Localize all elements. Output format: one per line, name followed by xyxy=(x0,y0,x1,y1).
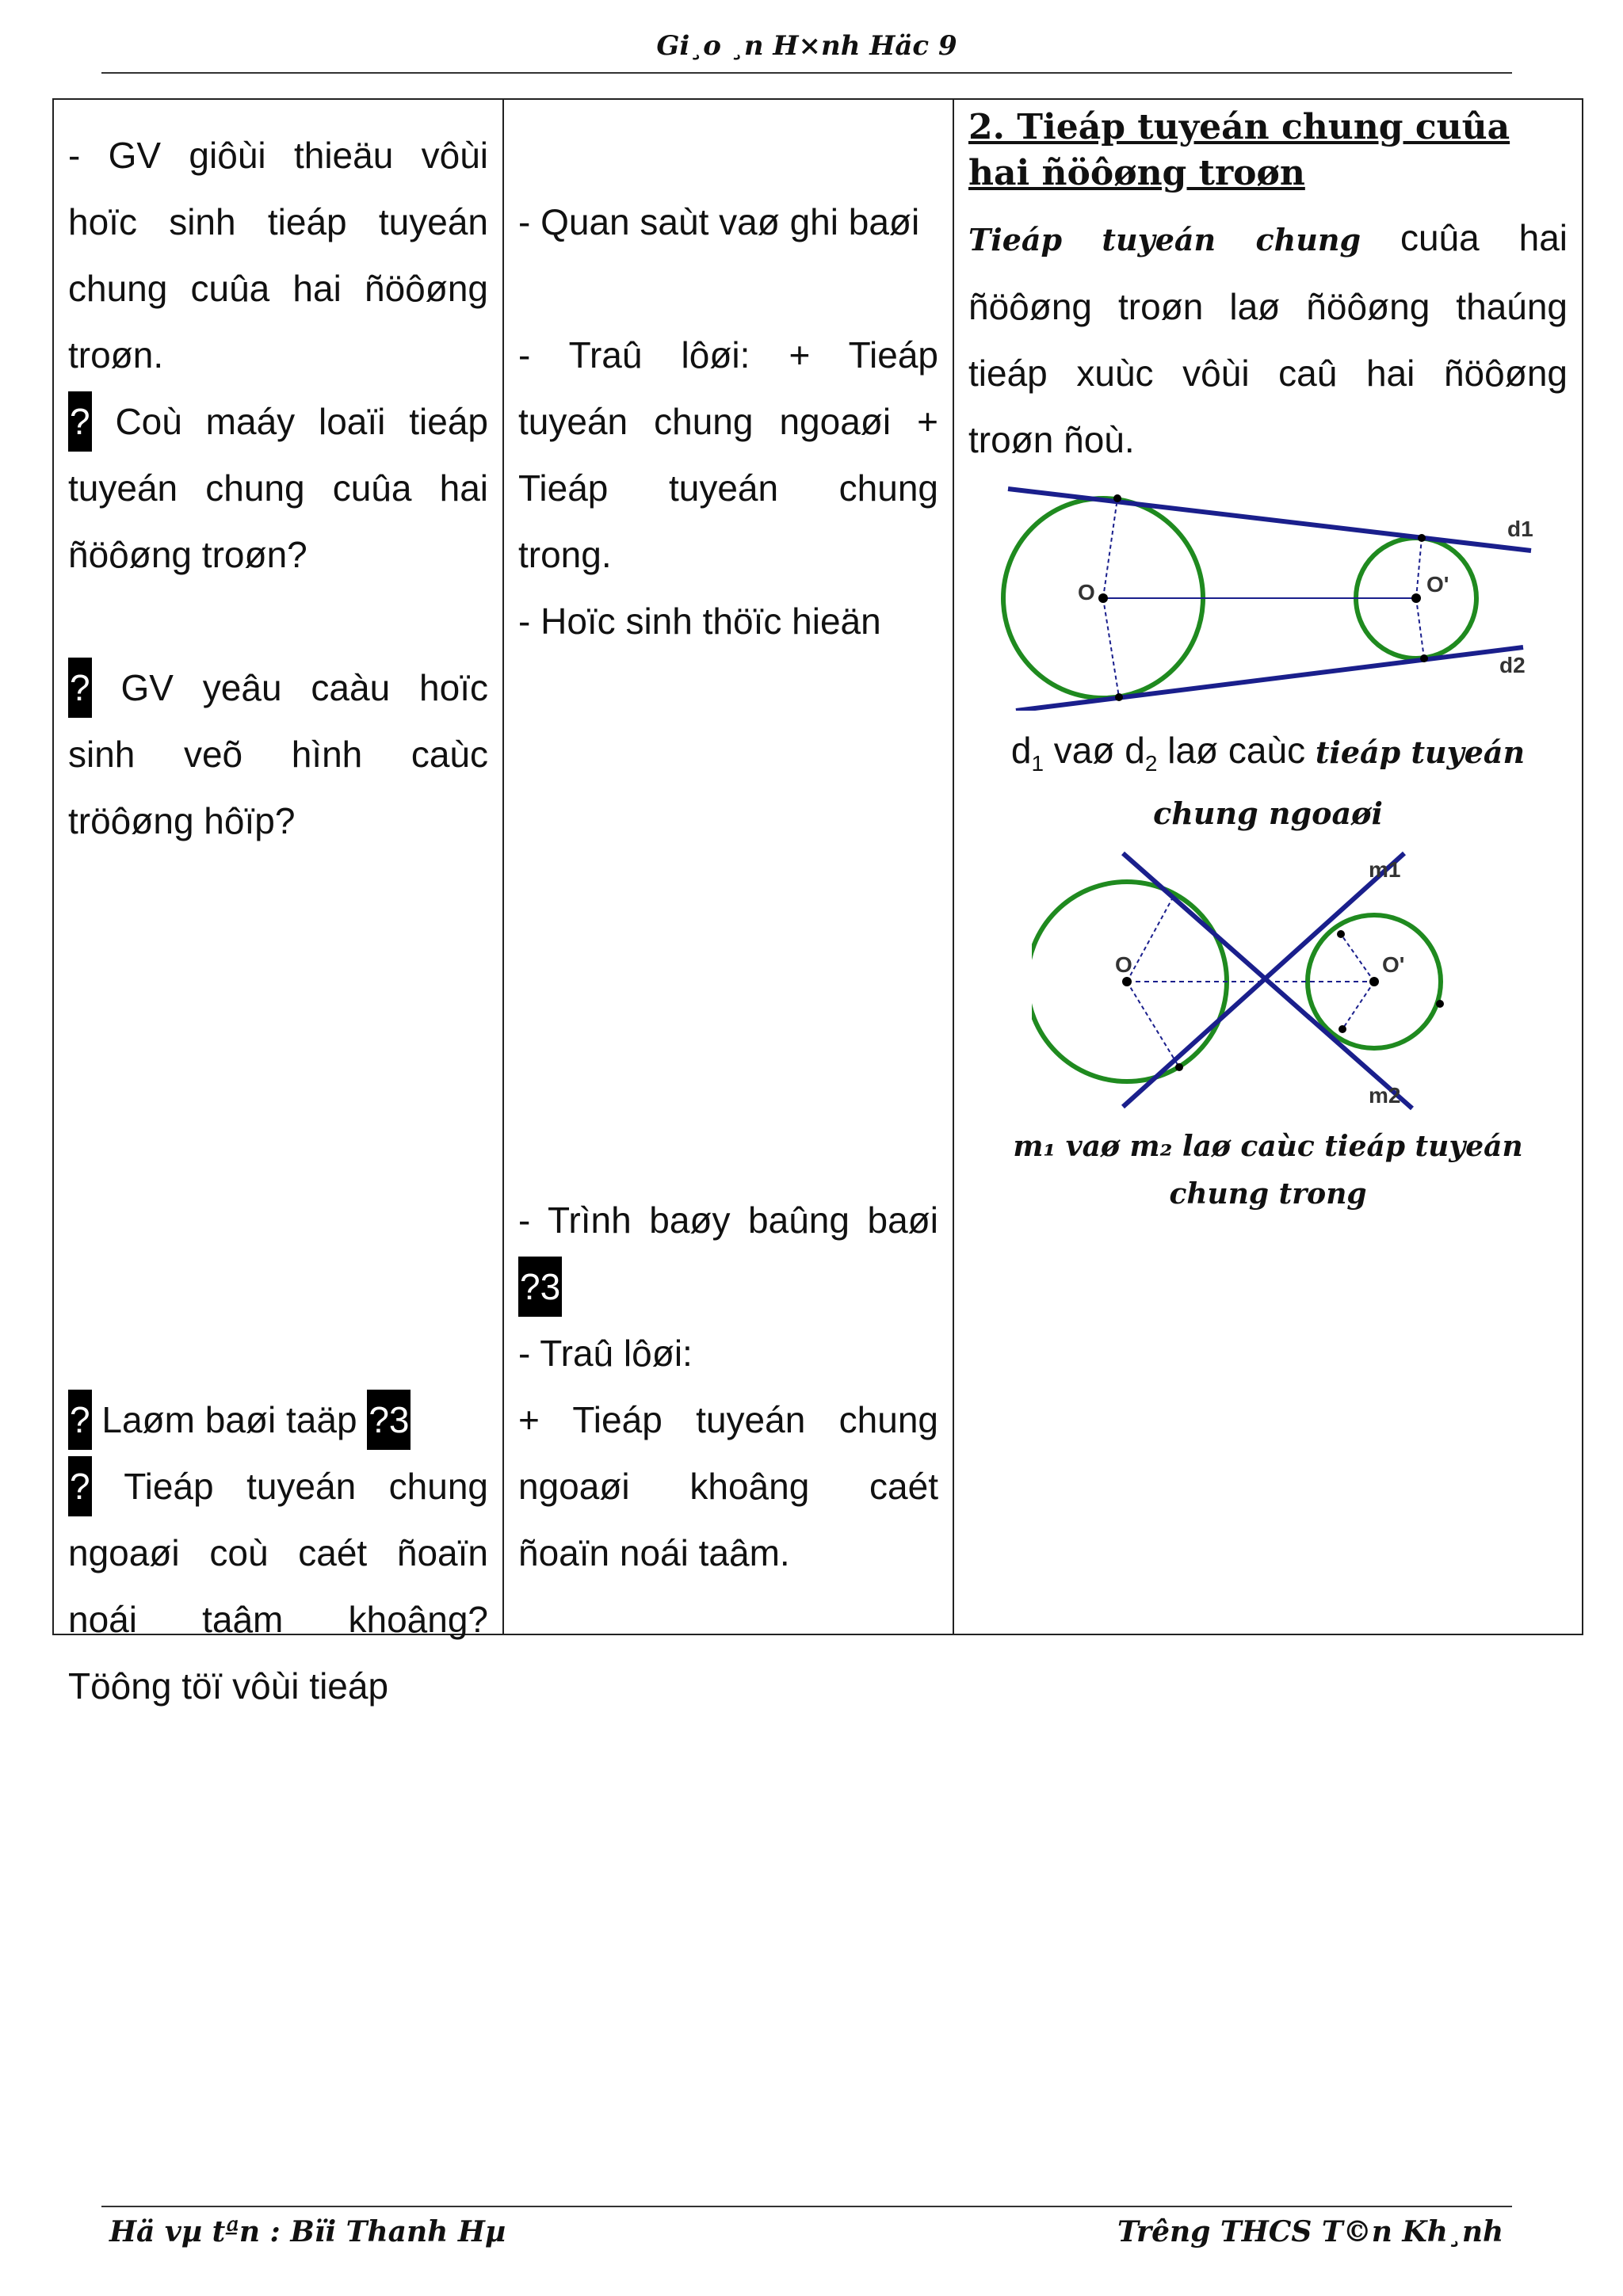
label-m2: m2 xyxy=(1369,1083,1401,1108)
col2-answer-2-detail: + Tieáp tuyeán chung ngoaøi khoâng caét ñoaïn noái taâm. xyxy=(518,1399,938,1573)
tangent-point xyxy=(1115,693,1123,701)
label-o: O xyxy=(1078,580,1095,605)
center-point xyxy=(1369,977,1379,986)
tangent-point xyxy=(1418,534,1426,542)
radius-dashed xyxy=(1416,538,1422,598)
tangent-d2 xyxy=(1016,647,1523,711)
radius-dashed xyxy=(1342,982,1374,1029)
col1-question-3: ? Laøm baøi taäp ?3 xyxy=(68,1386,488,1453)
tangent-point xyxy=(1113,494,1121,502)
col2-observe: - Quan saùt vaø ghi baøi xyxy=(518,201,920,242)
header-rule xyxy=(101,72,1512,74)
external-tangents-figure xyxy=(1000,481,1539,711)
label-o-prime: O' xyxy=(1426,572,1449,597)
figure1-caption: $d_1$ vaø $d_2$ laø caùc tieáp tuyeán chung ngoaøi xyxy=(1010,730,1526,832)
col2-present: - Trình baøy baûng baøi ?3 xyxy=(518,1187,938,1320)
center-point xyxy=(1122,977,1132,986)
radius-dashed xyxy=(1127,894,1174,982)
definition: Tieáp tuyeán chung cuûa hai ñöôøng troøn laø ñöôøng thaúng tieáp xuùc vôùi caû hai ñöôøng troøn ñoù. xyxy=(968,217,1568,460)
col2-answer-1: - Traû lôøi: + Tieáp tuyeán chung ngoaøi + Tieáp tuyeán chung trong. xyxy=(518,334,938,575)
question-mark: ? xyxy=(68,391,92,452)
internal-tangents-figure xyxy=(1032,845,1523,1115)
label-m1: m1 xyxy=(1369,857,1401,883)
content-cell xyxy=(953,99,1583,1634)
radius-dashed xyxy=(1341,934,1374,982)
center-point xyxy=(1411,593,1421,603)
footer-rule xyxy=(101,2206,1512,2207)
exercise-code: ?3 xyxy=(367,1390,411,1450)
section-title: 2. Tieáp tuyeán chung cuûa hai ñöôøng troøn xyxy=(968,107,1510,193)
teacher-activity-cell xyxy=(53,99,503,1707)
radius-dashed xyxy=(1127,982,1179,1067)
label-o-prime: O' xyxy=(1382,952,1405,978)
lesson-table xyxy=(52,98,1583,1707)
tangent-point xyxy=(1338,1025,1346,1033)
tangent-point xyxy=(1436,1000,1444,1008)
col1-intro: - GV giôùi thieäu vôùi hoïc sinh tieáp tuyeán chung cuûa hai ñöôøng troøn. xyxy=(68,135,488,376)
tangent-point xyxy=(1337,930,1345,938)
student-activity-cell xyxy=(503,99,953,1634)
tangent-point xyxy=(1175,1063,1183,1071)
col1-question-4: ? Tieáp tuyeán chung ngoaøi coù caét ñoaïn noái taâm khoâng? Töông töï vôùi tieáp xyxy=(68,1453,488,1719)
question-mark: ? xyxy=(68,1456,92,1516)
label-d1: d1 xyxy=(1507,517,1533,541)
question-mark: ? xyxy=(68,658,92,718)
footer-school: Trêng THCS T©n Kh¸nh xyxy=(1117,2215,1504,2248)
radius-dashed xyxy=(1103,498,1117,598)
center-point xyxy=(1098,593,1108,603)
page-header-title: Gi¸o ¸n H×nh Häc 9 xyxy=(656,30,957,62)
figure2-caption: m₁ vaø m₂ laø caùc tieáp tuyeán chung trong xyxy=(1013,1130,1523,1211)
radius-dashed xyxy=(1103,598,1119,697)
label-o: O xyxy=(1115,952,1132,978)
exercise-code: ?3 xyxy=(518,1257,562,1317)
col1-question-2: ? GV yeâu caàu hoïc sinh veõ hình caùc tröôøng hôïp? xyxy=(68,654,488,854)
tangent-d1 xyxy=(1008,489,1531,551)
label-d2: d2 xyxy=(1499,653,1526,677)
col2-answer-2: - Traû lôøi: xyxy=(518,1333,693,1374)
question-mark: ? xyxy=(68,1390,92,1450)
tangent-point xyxy=(1420,654,1428,662)
col2-perform: - Hoïc sinh thöïc hieän xyxy=(518,601,881,642)
radius-dashed xyxy=(1416,598,1424,658)
col1-question-1: ? Coù maáy loaïi tieáp tuyeán chung cuûa hai ñöôøng troøn? xyxy=(68,388,488,588)
footer-author: Hä vµ tªn : Bïi Thanh Hµ xyxy=(109,2215,506,2248)
